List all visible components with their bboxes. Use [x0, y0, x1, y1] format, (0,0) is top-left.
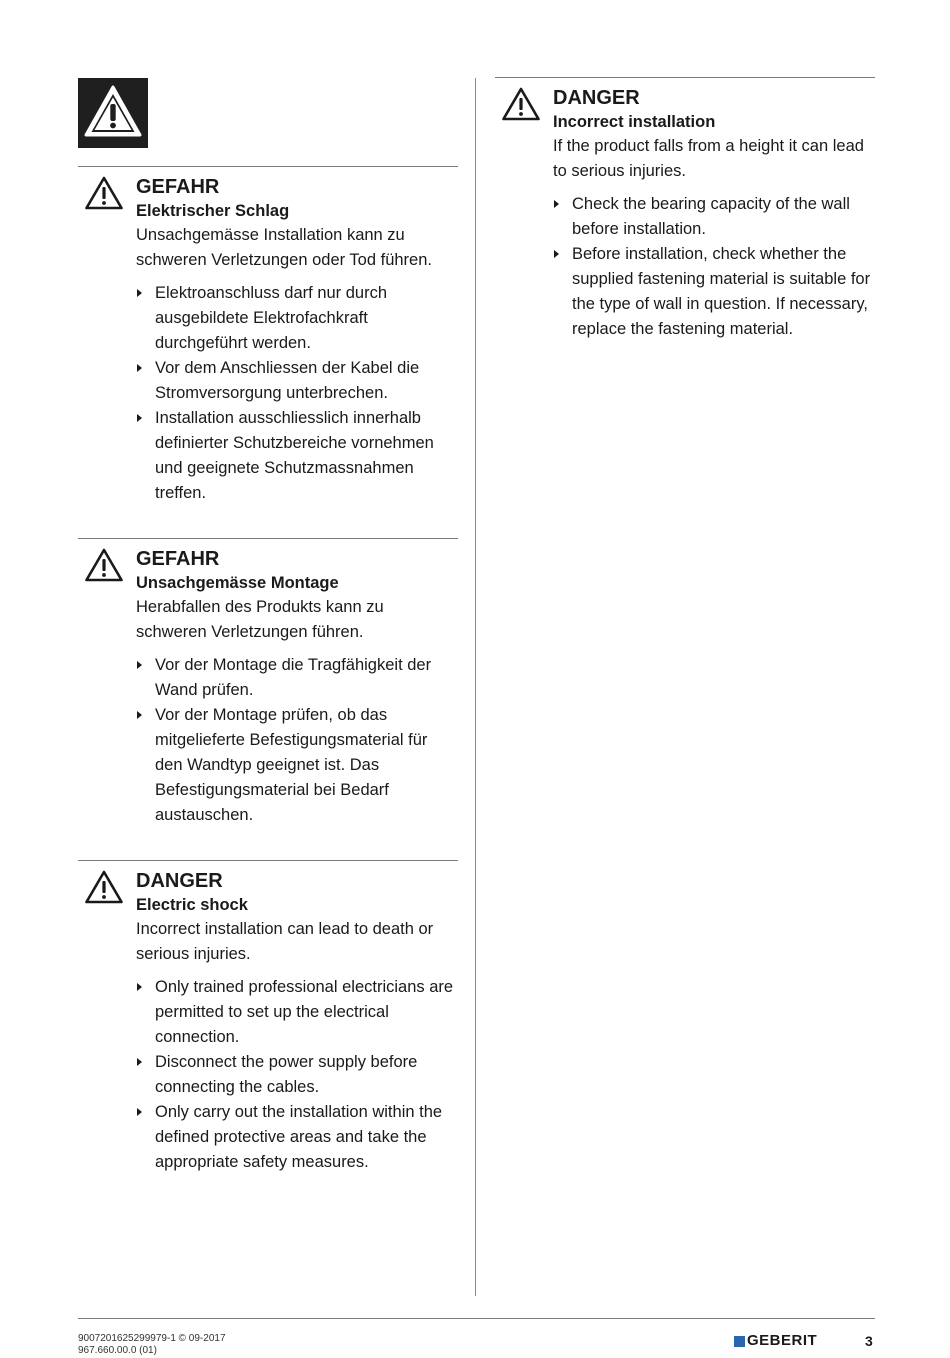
list-item-text: Only carry out the installation within the defined protective areas and take the appropriate safety measures. — [155, 1103, 443, 1171]
warning-notice — [78, 860, 458, 1175]
triangle-bullet-icon — [137, 414, 142, 422]
triangle-bullet-icon — [554, 200, 559, 208]
notice-title: GEFAHR — [136, 176, 220, 198]
document-id: 9007201625299979-1 © 09-2017 — [78, 1333, 226, 1344]
brand-logo — [734, 1333, 817, 1349]
warning-triangle-icon — [84, 547, 124, 583]
notice-title: DANGER — [553, 87, 640, 109]
notice-title: GEFAHR — [136, 548, 220, 570]
brand-name: GEBERIT — [747, 1332, 818, 1349]
notice-title: DANGER — [136, 870, 223, 892]
triangle-bullet-icon — [137, 983, 142, 991]
list-item-text: Only trained professional electricians are permitted to set up the electrical connection. — [155, 978, 454, 1046]
triangle-bullet-icon — [137, 289, 142, 297]
notice-subtitle: Unsachgemässe Montage — [136, 574, 339, 592]
list-item — [136, 406, 458, 506]
notice-text: If the product falls from a height it can lead to serious injuries. — [553, 137, 864, 180]
list-item — [553, 242, 875, 342]
notice-text: Herabfallen des Produkts kann zu schweren Verletzungen führen. — [136, 598, 384, 641]
warning-triangle-icon — [84, 869, 124, 905]
notice-text: Unsachgemässe Installation kann zu schweren Verletzungen oder Tod führen. — [136, 226, 432, 269]
list-item-text: Disconnect the power supply before connecting the cables. — [155, 1053, 418, 1096]
list-item — [136, 703, 458, 828]
list-item — [136, 1100, 458, 1175]
list-item — [136, 975, 458, 1050]
warning-notice — [78, 166, 458, 538]
triangle-bullet-icon — [137, 661, 142, 669]
triangle-bullet-icon — [137, 711, 142, 719]
triangle-bullet-icon — [137, 364, 142, 372]
footer-document-info — [78, 1333, 226, 1357]
warning-triangle-icon — [501, 86, 541, 122]
list-item-text: Installation ausschliesslich innerhalb definierter Schutzbereiche vornehmen und geeignete Schutzmassnahmen treffen. — [155, 409, 434, 502]
warning-exclamation-icon — [78, 78, 148, 148]
footer-divider — [78, 1318, 875, 1319]
page-number: 3 — [865, 1333, 873, 1349]
list-item-text: Vor der Montage die Tragfähigkeit der Wand prüfen. — [155, 656, 432, 699]
triangle-bullet-icon — [554, 250, 559, 258]
triangle-bullet-icon — [137, 1108, 142, 1116]
bullet-list — [136, 281, 458, 506]
list-item-text: Check the bearing capacity of the wall before installation. — [572, 195, 850, 238]
brand-square-icon — [734, 1336, 745, 1347]
warning-notice — [78, 538, 458, 860]
part-number: 967.660.00.0 (01) — [78, 1345, 157, 1356]
list-item-text: Elektroanschluss darf nur durch ausgebildete Elektrofachkraft durchgeführt werden. — [155, 284, 388, 352]
bullet-list — [136, 975, 458, 1175]
list-item-text: Vor dem Anschliessen der Kabel die Stromversorgung unterbrechen. — [155, 359, 420, 402]
warning-triangle-icon — [84, 175, 124, 211]
column-divider — [475, 78, 476, 1296]
notice-subtitle: Elektrischer Schlag — [136, 202, 290, 220]
list-item-text: Before installation, check whether the supplied fastening material is suitable for the type of wall in question. If necessary, replace the fastening material. — [572, 245, 871, 338]
list-item — [136, 281, 458, 356]
list-item-text: Vor der Montage prüfen, ob das mitgelieferte Befestigungsmaterial für den Wandtyp geeignet ist. Das Befestigungsmaterial bei Bedarf austauschen. — [155, 706, 428, 824]
notice-subtitle: Incorrect installation — [553, 113, 716, 131]
bullet-list — [136, 653, 458, 828]
list-item — [553, 192, 875, 242]
warning-notice — [495, 77, 875, 342]
right-column — [495, 77, 875, 342]
bullet-list — [553, 192, 875, 342]
list-item — [136, 1050, 458, 1100]
left-column — [78, 166, 458, 1175]
notice-text: Incorrect installation can lead to death or serious injuries. — [136, 920, 434, 963]
list-item — [136, 653, 458, 703]
notice-subtitle: Electric shock — [136, 896, 248, 914]
triangle-bullet-icon — [137, 1058, 142, 1066]
list-item — [136, 356, 458, 406]
